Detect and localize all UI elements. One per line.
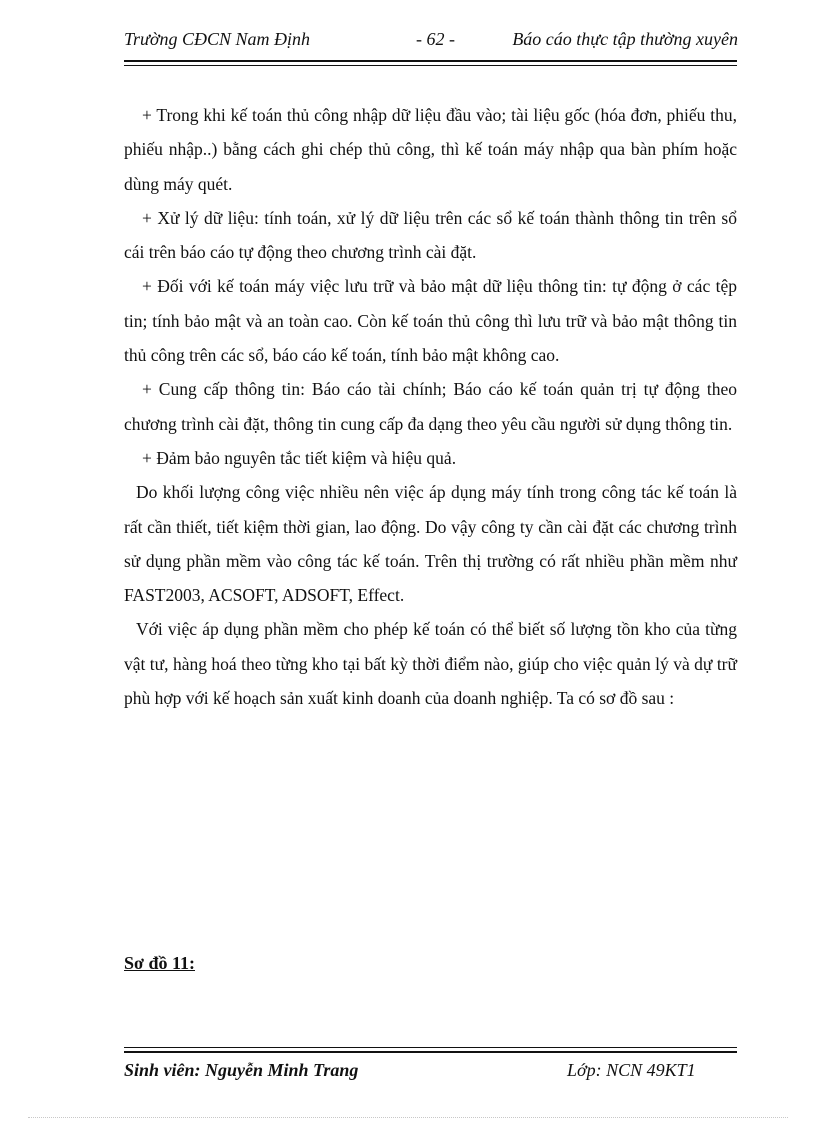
paragraph-software-benefit: Với việc áp dụng phần mềm cho phép kế toán có thể biết số lượng tồn kho của từng vật tư, hàng hoá theo từng kho tại bất kỳ thời điểm nào, giúp cho việc quản lý và dự trữ phù hợp với kế hoạch sản xuất kinh doanh của doanh nghiệp. Ta có sơ đồ sau :	[124, 619, 737, 709]
paragraph-efficiency: + Đảm bảo nguyên tắc tiết kiệm và hiệu quả.	[142, 447, 457, 468]
paragraph-data-input: + Trong khi kế toán thủ công nhập dữ liệu đầu vào; tài liệu gốc (hóa đơn, phiếu thu, phiếu nhập..) bằng cách ghi chép thủ công, thì kế toán máy nhập qua bàn phím hoặc dùng máy quét.	[124, 105, 737, 194]
diagram-caption: Sơ đồ 11:	[124, 953, 195, 973]
header-page-number: - 62 -	[416, 29, 455, 49]
footer-student: Sinh viên: Nguyễn Minh Trang	[124, 1060, 359, 1080]
paragraph-data-storage: + Đối với kế toán máy việc lưu trữ và bảo mật dữ liệu thông tin: tự động ở các tệp tin; tính bảo mật và an toàn cao. Còn kế toán thủ công thì lưu trữ và bảo mật thông tin thủ công trên các sổ, báo cáo kế toán, tính bảo mật không cao.	[124, 276, 737, 366]
page-header	[124, 26, 738, 52]
paragraph-software-need: Do khối lượng công việc nhiều nên việc áp dụng máy tính trong công tác kế toán là rất cần thiết, tiết kiệm thời gian, lao động. Do vậy công ty cần cài đặt các chương trình sử dụng phần mềm vào công tác kế toán. Trên thị trường có rất nhiều phần mềm như FAST2003, ACSOFT, ADSOFT, Effect.	[124, 482, 737, 606]
header-school: Trường CĐCN Nam Định	[124, 29, 310, 49]
footer-class: Lớp: NCN 49KT1	[567, 1060, 696, 1080]
header-report-title: Báo cáo thực tập thường xuyên	[512, 29, 738, 49]
header-rule-bottom	[124, 65, 737, 66]
page-edge-divider	[28, 1117, 788, 1118]
footer-rule-bottom	[124, 1051, 737, 1053]
footer-rule-top	[124, 1047, 737, 1048]
body-text	[124, 98, 737, 715]
paragraph-information-supply: + Cung cấp thông tin: Báo cáo tài chính; Báo cáo kế toán quản trị tự động theo chương trình cài đặt, thông tin cung cấp đa dạng theo yêu cầu người sử dụng thông tin.	[124, 379, 737, 434]
paragraph-data-processing: + Xử lý dữ liệu: tính toán, xử lý dữ liệu trên các sổ kế toán thành thông tin trên sổ cái trên báo cáo tự động theo chương trình cài đặt.	[124, 207, 737, 263]
header-rule-top	[124, 60, 737, 62]
page-footer	[124, 1056, 737, 1084]
